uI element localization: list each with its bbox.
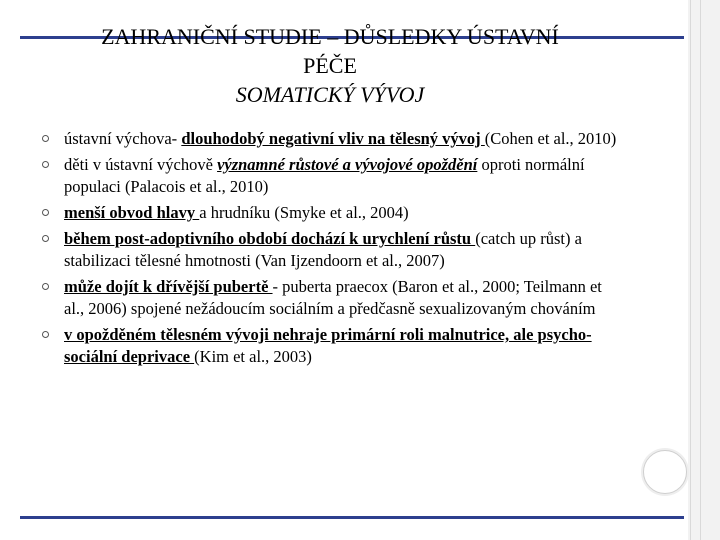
bullet-list [40,128,620,372]
bullet-tail: (catch up růst) a stabilizaci tělesné hmotnosti (Van Ijzendoorn et al., 2007) [64,229,582,270]
bullet-circle-icon [42,235,49,242]
bullet-circle-icon [42,209,49,216]
bullet-tail: oproti normální populaci (Palacois et al., 2010) [64,155,585,196]
bullet-item [40,128,620,150]
bullet-circle-icon [42,135,49,142]
bullet-emphasis: významné růstové a vývojové opoždění [217,155,478,174]
bullet-item [40,324,620,368]
bottom-rule [20,516,684,519]
bullet-item [40,202,620,224]
bullet-lead: ústavní výchova- [64,129,182,148]
bullet-tail: - puberta praecox (Baron et al., 2000; Teilmann et al., 2006) spojené nežádoucím sociálním a předčasně sexualizovaným chováním [64,277,602,318]
bullet-item [40,276,620,320]
title-line-1: ZAHRANIČNÍ STUDIE – DŮSLEDKY ÚSTAVNÍ [101,24,559,49]
bullet-circle-icon [42,331,49,338]
bullet-tail: a hrudníku (Smyke et al., 2004) [199,203,409,222]
bullet-circle-icon [42,161,49,168]
bullet-lead: děti v ústavní výchově [64,155,218,174]
bullet-circle-icon [42,283,49,290]
bullet-tail: (Kim et al., 2003) [194,347,312,366]
bullet-item [40,154,620,198]
title-line-2: PÉČE [303,53,357,78]
slide-subtitle: SOMATICKÝ VÝVOJ [235,82,425,107]
bullet-emphasis: menší obvod hlavy [64,203,200,222]
frame-line [700,0,701,540]
slide-title [40,22,620,109]
bullet-emphasis: v opožděném tělesném vývoji nehraje primární roli malnutrice, ale psycho-sociální deprivace [64,325,592,366]
bullet-tail: (Cohen et al., 2010) [484,129,617,148]
decorative-circle [643,450,687,494]
bullet-emphasis: dlouhodobý negativní vliv na tělesný vývoj [181,129,485,148]
bullet-item [40,228,620,272]
right-frame-stripe [688,0,720,540]
bullet-emphasis: během post-adoptivního období dochází k urychlení růstu [64,229,476,248]
bullet-emphasis: může dojít k dřívější pubertě [64,277,273,296]
frame-line [690,0,691,540]
